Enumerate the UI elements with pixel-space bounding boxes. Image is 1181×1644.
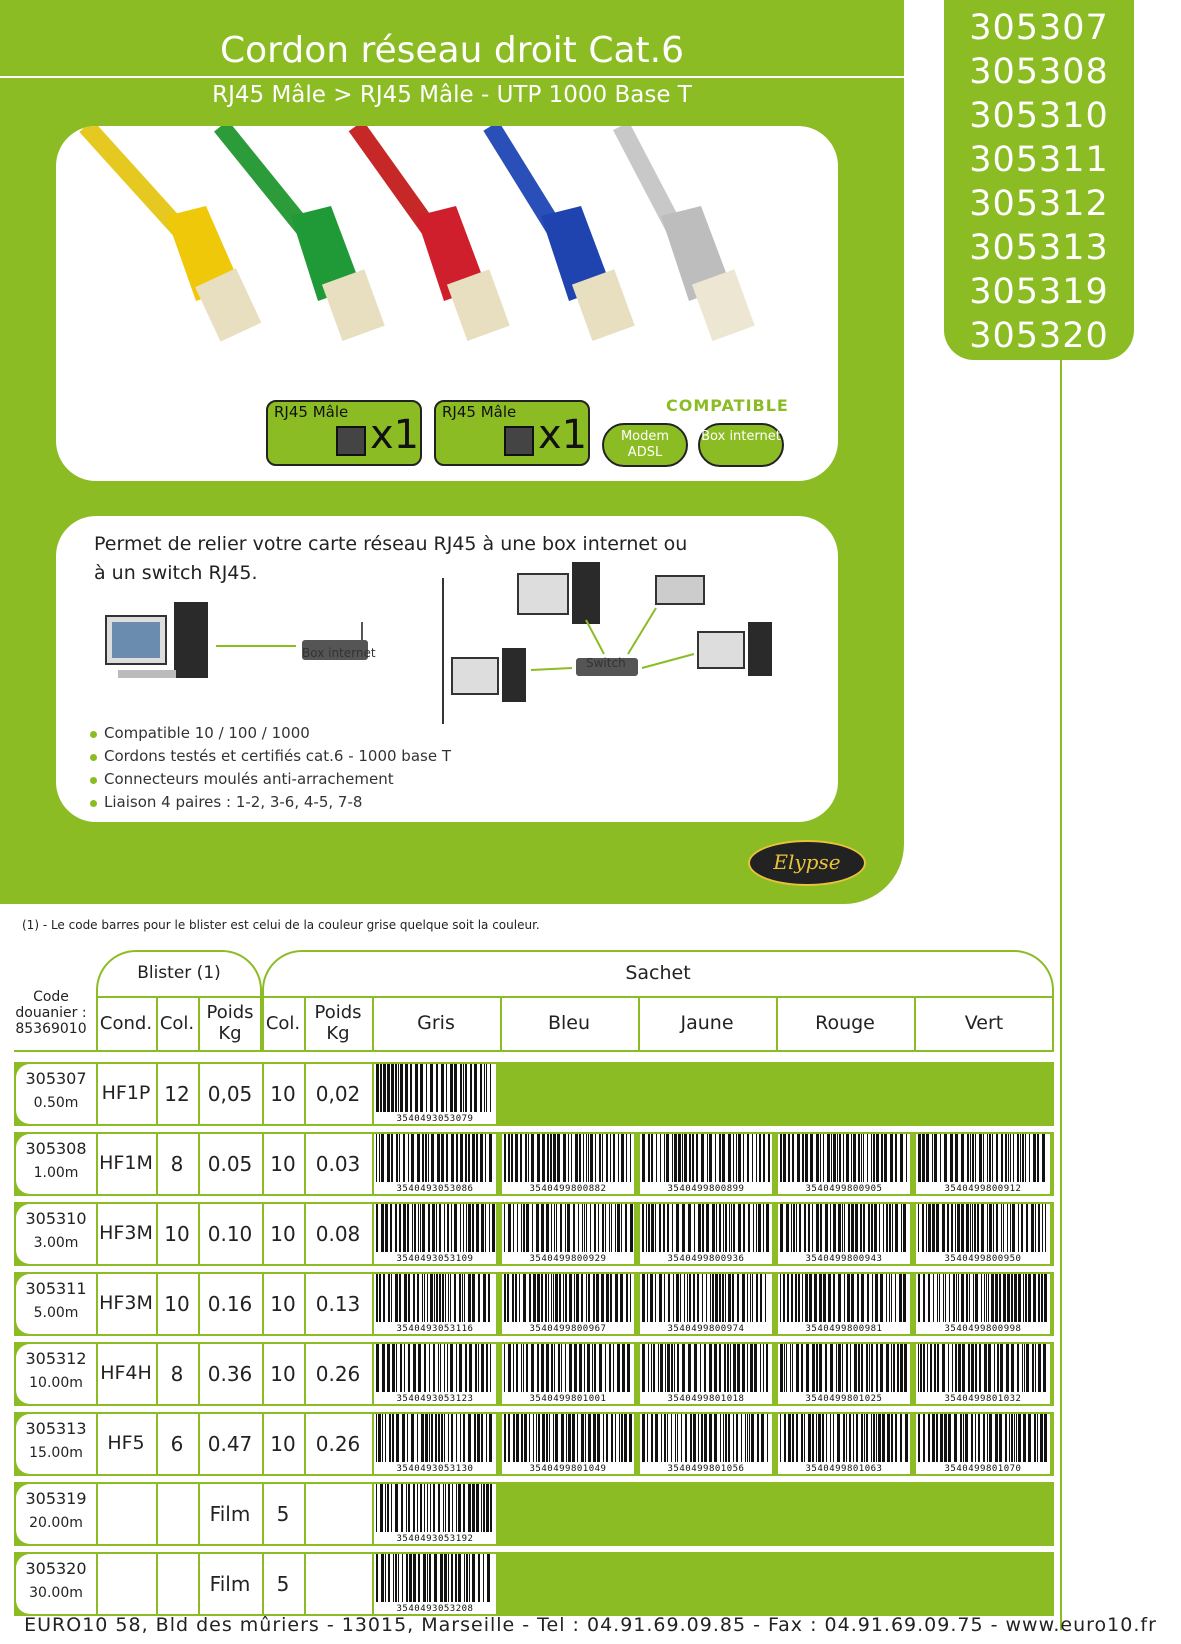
diagram-divider: [442, 578, 444, 724]
barcode-number: 3540499800912: [916, 1184, 1050, 1194]
barcode-number: 3540499801070: [916, 1464, 1050, 1474]
row-scol: 10: [270, 1431, 296, 1456]
barcode-number: 3540499800981: [778, 1324, 910, 1334]
row-bpoids: 0.05: [207, 1151, 253, 1176]
row-spoids: [304, 1552, 372, 1616]
rj45-port-icon: [336, 426, 366, 456]
row-length: 5.00m: [33, 1304, 79, 1321]
page-title: Cordon réseau droit Cat.6: [220, 30, 684, 71]
row-spoids: [304, 1482, 372, 1546]
row-scol: 5: [276, 1501, 290, 1526]
barcode: [916, 1344, 1050, 1404]
product-codes-panel: [944, 0, 1134, 360]
connector-b-label: RJ45 Mâle: [442, 403, 517, 421]
barcode-number: 3540499801025: [778, 1394, 910, 1404]
connector-a-qty: x1: [370, 412, 420, 458]
row-scol: 10: [270, 1081, 296, 1106]
row-bpoids: Film: [209, 1571, 251, 1596]
connector-b-badge: [434, 400, 590, 466]
barcode-number: 3540499800950: [916, 1254, 1050, 1264]
barcode-number: 3540499801001: [502, 1394, 634, 1404]
row-bpoids: Film: [209, 1501, 251, 1526]
barcode: [916, 1414, 1050, 1474]
row-length: 20.00m: [29, 1514, 83, 1531]
barcode: [640, 1274, 772, 1334]
page-subtitle: RJ45 Mâle > RJ45 Mâle - UTP 1000 Base T: [212, 82, 692, 108]
row-cond: HF1M: [99, 1152, 153, 1175]
row-scol: 10: [270, 1151, 296, 1176]
computer-icon: [698, 632, 744, 668]
barcode: [916, 1134, 1050, 1194]
product-code: 305311: [969, 140, 1109, 180]
elypse-logo: Elypse: [748, 840, 866, 886]
barcode-number: 3540499800974: [640, 1324, 772, 1334]
blister-header: Blister (1): [137, 963, 221, 984]
barcode-number: 3540493053123: [374, 1394, 496, 1404]
barcode-number: 3540493053109: [374, 1254, 496, 1264]
product-code: 305308: [969, 52, 1109, 92]
barcode-number: 3540499801056: [640, 1464, 772, 1474]
row-bcol: [156, 1482, 198, 1546]
color-header-rouge: Rouge: [815, 1012, 875, 1035]
feature-item: Cordons testés et certifiés cat.6 - 1000 base T: [90, 745, 451, 768]
cond-header: Cond.: [99, 1012, 153, 1034]
connector-a-badge: [266, 400, 422, 466]
footnote: (1) - Le code barres pour le blister est celui de la couleur grise quelque soit la couleur.: [22, 918, 540, 932]
sachet-header: Sachet: [625, 962, 691, 985]
barcode: [640, 1134, 772, 1194]
row-spoids: 0.26: [315, 1361, 361, 1386]
barcode-number: 3540499801018: [640, 1394, 772, 1404]
compatible-box: Box internet: [698, 423, 784, 467]
color-header-vert: Vert: [964, 1012, 1004, 1035]
row-code: 305319: [25, 1488, 87, 1508]
row-spoids: 0.13: [315, 1291, 361, 1316]
blister-poids-header: Poids Kg: [206, 1002, 254, 1044]
barcode-number: 3540493053192: [374, 1534, 496, 1544]
barcode: [916, 1274, 1050, 1334]
row-length: 3.00m: [33, 1234, 79, 1251]
row-code: 305311: [25, 1278, 87, 1298]
row-bpoids: 0.16: [207, 1291, 253, 1316]
barcode-number: 3540499801049: [502, 1464, 634, 1474]
barcode-number: 3540499801063: [778, 1464, 910, 1474]
barcode-number: 3540499801032: [916, 1394, 1050, 1404]
row-spoids: 0,02: [315, 1081, 361, 1106]
color-header-bleu: Bleu: [547, 1012, 591, 1035]
header-bottom-line: [14, 1050, 1054, 1052]
row-length: 0.50m: [33, 1094, 79, 1111]
side-divider: [1060, 360, 1062, 1630]
printer-icon: [656, 576, 704, 604]
row-length: 1.00m: [33, 1164, 79, 1181]
barcode: [640, 1344, 772, 1404]
row-spoids: 0.26: [315, 1431, 361, 1456]
barcode-number: 3540499800905: [778, 1184, 910, 1194]
feature-item: Connecteurs moulés anti-arrachement: [90, 768, 451, 791]
row-code: 305312: [25, 1348, 87, 1368]
barcode-number: 3540499800936: [640, 1254, 772, 1264]
row-bcol: 8: [170, 1361, 184, 1386]
row-scol: 10: [270, 1291, 296, 1316]
barcode: [778, 1274, 910, 1334]
row-spoids: 0.08: [315, 1221, 361, 1246]
barcode: [640, 1414, 772, 1474]
barcode: [374, 1414, 496, 1474]
row-cond: [96, 1482, 156, 1546]
barcode: [374, 1484, 496, 1544]
barcode-number: 3540499800967: [502, 1324, 634, 1334]
description-text: Permet de relier votre carte réseau RJ45 à une box internet ou à un switch RJ45.: [94, 533, 688, 584]
row-bcol: 8: [170, 1151, 184, 1176]
barcode: [502, 1344, 634, 1404]
row-cond: HF5: [107, 1432, 145, 1455]
row-cond: [96, 1552, 156, 1616]
row-bcol: 10: [164, 1221, 190, 1246]
row-code: 305320: [25, 1558, 87, 1578]
row-length: 10.00m: [29, 1374, 83, 1391]
rj45-port-icon: [504, 426, 534, 456]
barcode-number: 3540499800882: [502, 1184, 634, 1194]
footer-contact: EURO10 58, Bld des mûriers - 13015, Marseille - Tel : 04.91.69.09.85 - Fax : 04.91.69.09.75 - www.euro10.fr: [24, 1614, 1157, 1636]
row-scol: 5: [276, 1571, 290, 1596]
barcode-number: 3540499800998: [916, 1324, 1050, 1334]
product-code: 305312: [969, 184, 1109, 224]
row-cond: HF4H: [100, 1362, 152, 1385]
barcode: [502, 1204, 634, 1264]
barcode: [374, 1064, 496, 1124]
title-divider: [0, 76, 944, 78]
row-bcol: 10: [164, 1291, 190, 1316]
tower-icon: [174, 602, 208, 678]
barcode-number: 3540499800899: [640, 1184, 772, 1194]
product-code: 305313: [969, 228, 1109, 268]
barcode: [778, 1204, 910, 1264]
row-bcol: 12: [164, 1081, 190, 1106]
switch-label: Switch: [586, 656, 626, 670]
row-scol: 10: [270, 1221, 296, 1246]
color-header-gris: Gris: [417, 1012, 455, 1035]
code-header: Code douanier : 85369010: [15, 988, 87, 1038]
barcode-number: 3540493053086: [374, 1184, 496, 1194]
compatible-modem: Modem ADSL: [602, 423, 688, 467]
computer-icon: [518, 574, 568, 614]
product-code: 305307: [969, 8, 1109, 48]
barcode: [778, 1344, 910, 1404]
row-code: 305307: [25, 1068, 87, 1088]
product-code: 305319: [969, 272, 1109, 312]
barcode: [502, 1274, 634, 1334]
row-code: 305308: [25, 1138, 87, 1158]
row-spoids: 0.03: [315, 1151, 361, 1176]
product-code: 305320: [969, 316, 1109, 356]
row-code: 305310: [25, 1208, 87, 1228]
barcode: [778, 1134, 910, 1194]
connector-a-label: RJ45 Mâle: [274, 403, 349, 421]
barcode-number: 3540493053079: [374, 1114, 496, 1124]
product-code: 305310: [969, 96, 1109, 136]
connector-b-qty: x1: [538, 412, 588, 458]
barcode-number: 3540493053208: [374, 1604, 496, 1614]
row-bcol: 6: [170, 1431, 184, 1456]
description-panel: [56, 516, 838, 822]
sachet-poids-header: Poids Kg: [314, 1002, 362, 1044]
barcode: [502, 1414, 634, 1474]
row-bcol: [156, 1552, 198, 1616]
barcode: [374, 1274, 496, 1334]
compatible-title: COMPATIBLE: [666, 396, 789, 415]
network-diagram: [56, 546, 838, 746]
row-length: 30.00m: [29, 1584, 83, 1601]
row-bpoids: 0.47: [207, 1431, 253, 1456]
color-header-jaune: Jaune: [680, 1012, 734, 1035]
feature-item: Liaison 4 paires : 1-2, 3-6, 4-5, 7-8: [90, 791, 451, 814]
barcode-number: 3540493053116: [374, 1324, 496, 1334]
barcode: [374, 1204, 496, 1264]
barcode: [374, 1554, 496, 1614]
barcode-number: 3540499800929: [502, 1254, 634, 1264]
barcode: [374, 1134, 496, 1194]
row-code: 305313: [25, 1418, 87, 1438]
barcode: [502, 1134, 634, 1194]
row-cond: HF1P: [101, 1082, 151, 1105]
blister-col-header: Col.: [159, 1012, 195, 1034]
row-bpoids: 0.10: [207, 1221, 253, 1246]
sachet-col-header: Col.: [265, 1012, 301, 1034]
computer-icon: [452, 658, 498, 694]
barcode: [778, 1414, 910, 1474]
barcode-number: 3540493053130: [374, 1464, 496, 1474]
features-list: [90, 722, 451, 814]
box-internet-label: Box internet: [302, 646, 376, 660]
barcode-number: 3540499800943: [778, 1254, 910, 1264]
row-cond: HF3M: [99, 1292, 153, 1315]
barcode: [916, 1204, 1050, 1264]
row-length: 15.00m: [29, 1444, 83, 1461]
row-bpoids: 0.36: [207, 1361, 253, 1386]
barcode: [374, 1344, 496, 1404]
row-scol: 10: [270, 1361, 296, 1386]
row-bpoids: 0,05: [207, 1081, 253, 1106]
barcode: [640, 1204, 772, 1264]
feature-item: Compatible 10 / 100 / 1000: [90, 722, 451, 745]
row-cond: HF3M: [99, 1222, 153, 1245]
